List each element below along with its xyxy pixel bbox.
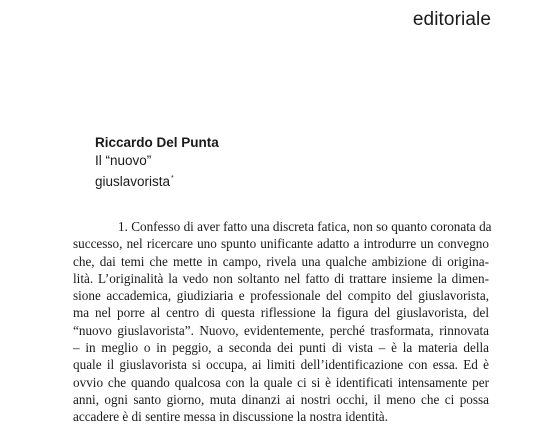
body-line: che, dai temi che mette in campo, rivela una qualche ambizione di origina-: [73, 253, 489, 269]
body-line: ma nel porre al centro di questa riflessione la figura del giuslavorista, del: [73, 305, 489, 321]
body-line: – in meglio o in peggio, a seconda dei punti di vista – è la materia della: [73, 340, 489, 356]
body-line: anni, ogni santo giorno, muta dinanzi ai nostri occhi, il meno che ci possa: [73, 391, 489, 407]
body-line: ovvio che quando qualcosa con la quale ci si è identificati intensamente per: [73, 374, 489, 390]
body-line: 1. Confesso di aver fatto una discreta fatica, non so quanto coronata da: [118, 219, 492, 234]
body-line: lità. L’originalità la vedo non soltanto nel fatto di trattare insieme la dimen-: [73, 270, 489, 286]
body-line: accadere è di sentire messa in discussione la nostra identità.: [73, 409, 388, 425]
section-label: editoriale: [412, 9, 491, 30]
article-byline: [95, 134, 219, 191]
body-line: quale il giuslavorista si occupa, ai limiti dell’identificazione con essa. Ed è: [73, 357, 489, 373]
body-line: “nuovo giuslavorista”. Nuovo, evidentemente, perché trasformata, rinnovata: [73, 322, 489, 338]
article-title-line-2: [95, 170, 219, 191]
article-title-text: giuslavorista: [95, 174, 171, 189]
footnote-marker: *: [171, 175, 174, 182]
article-title-line-1: Il “nuovo”: [95, 153, 152, 168]
author-name: Riccardo Del Punta: [95, 135, 219, 150]
body-line: sione accademica, giudiziaria e professionale del compito del giuslavorista,: [73, 288, 489, 304]
article-body: [73, 218, 492, 426]
body-line: successo, nel ricercare uno spunto unificante adatto a introdurre un convegno: [73, 236, 489, 252]
